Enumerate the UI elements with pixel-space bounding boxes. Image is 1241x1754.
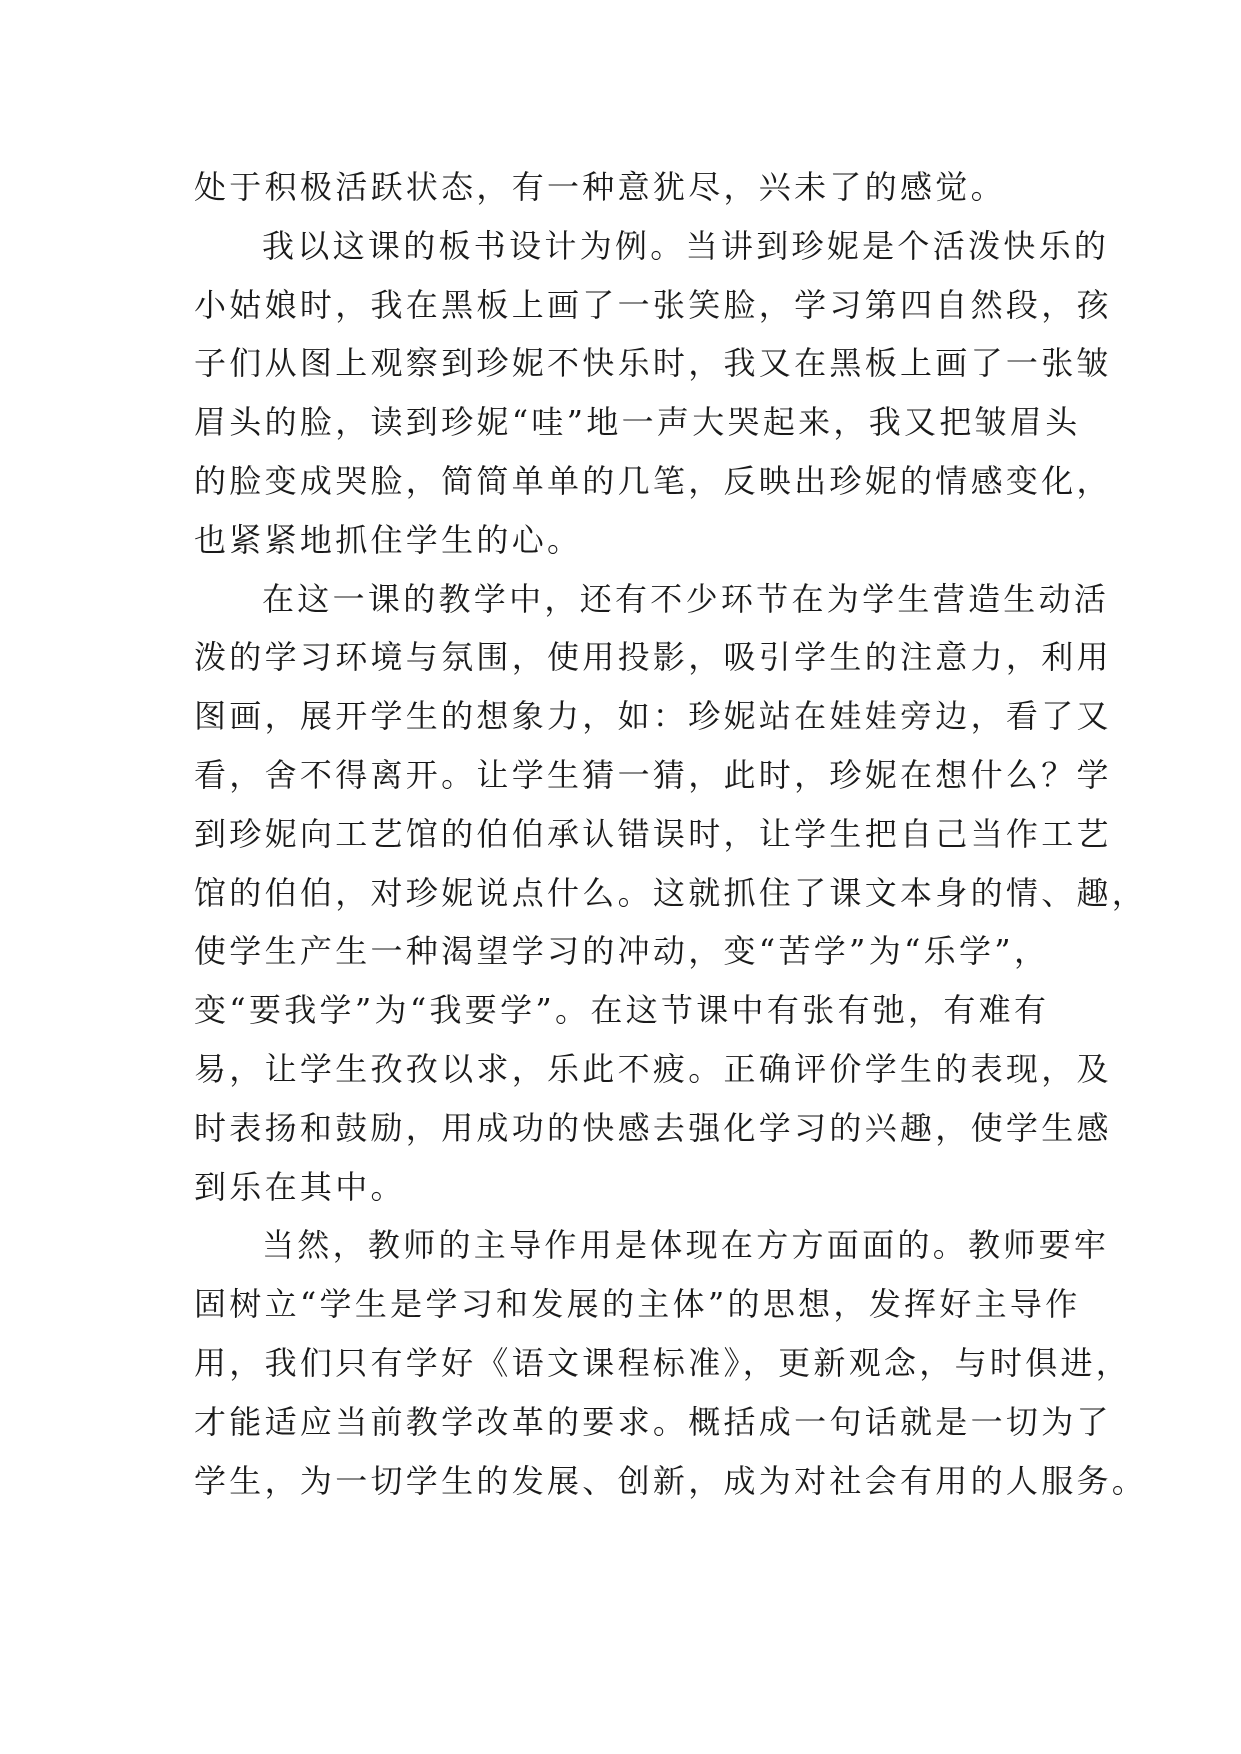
text-line: 固树立“学生是学习和发展的主体”的思想，发挥好主导作 (194, 1285, 1081, 1324)
text-line: 馆的伯伯，对珍妮说点什么。这就抓住了课文本身的情、趣， (194, 873, 1148, 912)
text-line: 到乐在其中。 (194, 1167, 406, 1206)
text-line: 到珍妮向工艺馆的伯伯承认错误时，让学生把自己当作工艺 (194, 814, 1112, 853)
paragraph-1 (194, 158, 1064, 217)
text-line: 眉头的脸，读到珍妮“哇”地一声大哭起来，我又把皱眉头 (194, 403, 1081, 442)
text-line: 变“要我学”为“我要学”。在这节课中有张有弛，有难有 (194, 991, 1050, 1030)
text-line: 图画，展开学生的想象力，如：珍妮站在娃娃旁边，看了又 (194, 697, 1112, 736)
text-line: 易，让学生孜孜以求，乐此不疲。正确评价学生的表现，及 (194, 1049, 1112, 1088)
text-line: 我以这课的板书设计为例。当讲到珍妮是个活泼快乐的 (262, 226, 1110, 265)
paragraph-4 (194, 1216, 1148, 1510)
text-line: 也紧紧地抓住学生的心。 (194, 520, 583, 559)
text-line: 使学生产生一种渴望学习的冲动，变“苦学”为“乐学”， (194, 932, 1050, 971)
body-text (194, 158, 1148, 1510)
paragraph-3 (194, 570, 1148, 1217)
text-line: 泼的学习环境与氛围，使用投影，吸引学生的注意力，利用 (194, 638, 1112, 677)
text-line: 时表扬和鼓励，用成功的快感去强化学习的兴趣，使学生感 (194, 1108, 1112, 1147)
text-line: 学生，为一切学生的发展、创新，成为对社会有用的人服务。 (194, 1461, 1148, 1500)
text-line: 的脸变成哭脸，简简单单的几笔，反映出珍妮的情感变化， (194, 461, 1112, 500)
text-line: 小姑娘时，我在黑板上画了一张笑脸，学习第四自然段，孩 (194, 285, 1112, 324)
paragraph-2 (194, 217, 1112, 570)
text-line: 用，我们只有学好《语文课程标准》，更新观念，与时俱进， (194, 1343, 1132, 1382)
text-line: 处于积极活跃状态，有一种意犹尽，兴未了的感觉。 (194, 168, 1006, 206)
text-line: 当然，教师的主导作用是体现在方方面面的。教师要牢 (262, 1226, 1110, 1265)
text-line: 在这一课的教学中，还有不少环节在为学生营造生动活 (262, 579, 1110, 618)
text-line: 才能适应当前教学改革的要求。概括成一句话就是一切为了 (194, 1402, 1112, 1441)
text-line: 子们从图上观察到珍妮不快乐时，我又在黑板上画了一张皱 (194, 344, 1112, 383)
text-line: 看，舍不得离开。让学生猜一猜，此时，珍妮在想什么？学 (194, 755, 1112, 794)
